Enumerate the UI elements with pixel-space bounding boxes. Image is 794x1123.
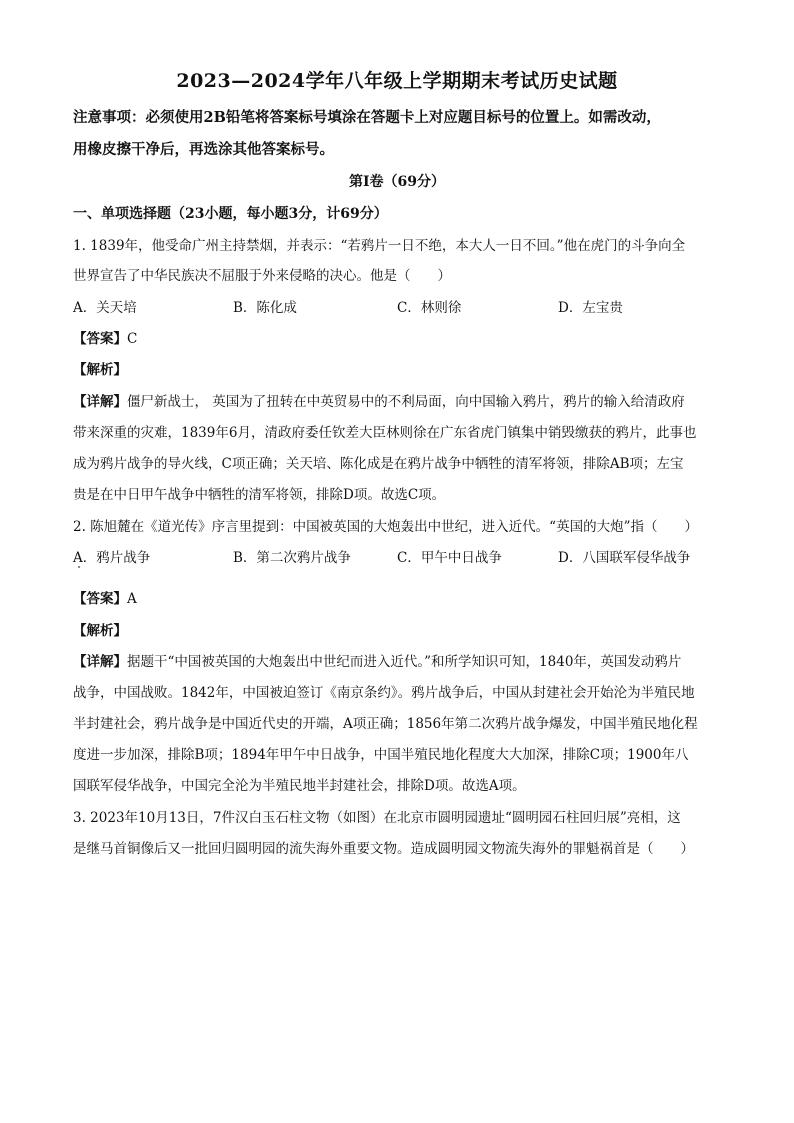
answer-label: 【答案】 bbox=[73, 591, 127, 607]
stray-dot bbox=[78, 566, 80, 568]
answer-value: A bbox=[127, 591, 137, 607]
question-1-stem-line-2: 世界宣告了中华民族决不屈服于外来侵略的决心。他是（ ） bbox=[73, 268, 451, 284]
question-2-option-a: A．鸦片战争 bbox=[73, 550, 151, 566]
question-1-option-c: C．林则徐 bbox=[397, 300, 462, 316]
question-1-detail-line-1 bbox=[73, 390, 685, 410]
question-3-stem-line-2: 是继马首铜像后又一批回归圆明园的流失海外重要文物。造成圆明园文物流失海外的罪魁祸首是（ ） bbox=[73, 841, 694, 857]
question-1-stem-line-1: 1. 1839年，他受命广州主持禁烟，并表示：“若鸦片一日不绝，本大人一日不回。”他在虎门的斗争向全 bbox=[73, 238, 686, 254]
question-1-option-d: D．左宝贵 bbox=[558, 300, 623, 316]
part-heading: 一、单项选择题（23小题，每小题3分，计69分） bbox=[73, 206, 388, 222]
analysis-label: 【解析】 bbox=[73, 623, 127, 639]
detail-label: 【详解】 bbox=[73, 394, 127, 410]
question-1-analysis-label bbox=[73, 358, 127, 378]
answer-label: 【答案】 bbox=[73, 331, 127, 347]
question-1-detail-line-3: 成为鸦片战争的导火线，C项正确；关天培、陈化成是在鸦片战争中牺牲的清军将领，排除AB项；左宝 bbox=[73, 456, 684, 472]
notice-line-1: 注意事项：必须使用2B铅笔将答案标号填涂在答题卡上对应题目标号的位置上。如需改动， bbox=[73, 109, 661, 126]
question-1-option-b: B．陈化成 bbox=[233, 300, 297, 316]
detail-text: 僵尸新战士， 英国为了扭转在中英贸易中的不利局面，向中国输入鸦片，鸦片的输入给清政府 bbox=[127, 394, 685, 410]
question-2-option-d: D．八国联军侵华战争 bbox=[558, 550, 691, 566]
question-2-detail-line-5: 国联军侵华战争，中国完全沦为半殖民地半封建社会，排除D项。故选A项。 bbox=[73, 778, 526, 794]
question-2-answer bbox=[73, 587, 137, 607]
question-1-answer bbox=[73, 327, 137, 347]
question-1-detail-line-2: 带来深重的灾难，1839年6月，清政府委任钦差大臣林则徐在广东省虎门镇集中销毁缴获的鸦片，此事也 bbox=[73, 425, 697, 441]
question-2-detail-line-4: 度进一步加深，排除B项；1894年甲午中日战争，中国半殖民地化程度大大加深，排除C项；1900年八 bbox=[73, 747, 689, 763]
question-1-detail-line-4: 贵是在中日甲午战争中牺牲的清军将领，排除D项。故选C项。 bbox=[73, 487, 446, 503]
section-title: 第Ⅰ卷（69分） bbox=[348, 174, 446, 190]
question-2-analysis-label bbox=[73, 619, 127, 639]
question-2-detail-line-1 bbox=[73, 650, 681, 670]
exam-title: 2023—2024学年八年级上学期期末考试历史试题 bbox=[176, 70, 618, 92]
question-2-stem-line-1: 2. 陈旭麓在《道光传》序言里提到：中国被英国的大炮轰出中世纪，进入近代。“英国的大炮”指（ ） bbox=[73, 519, 698, 535]
question-2-option-c: C．甲午中日战争 bbox=[397, 550, 502, 566]
question-2-option-b: B．第二次鸦片战争 bbox=[233, 550, 351, 566]
question-3-stem-line-1: 3. 2023年10月13日，7件汉白玉石柱文物（如图）在北京市圆明园遗址“圆明园石柱回归展”亮相，这 bbox=[73, 810, 681, 826]
detail-label: 【详解】 bbox=[73, 654, 127, 670]
question-2-detail-line-3: 半封建社会，鸦片战争是中国近代史的开端，A项正确；1856年第二次鸦片战争爆发，中国半殖民地化程 bbox=[73, 716, 698, 732]
question-1-option-a: A．关天培 bbox=[73, 300, 137, 316]
answer-value: C bbox=[127, 331, 138, 347]
analysis-label: 【解析】 bbox=[73, 362, 127, 378]
detail-text: 据题干“中国被英国的大炮轰出中世纪而进入近代。”和所学知识可知，1840年，英国发动鸦片 bbox=[127, 654, 682, 670]
notice-line-2: 用橡皮擦干净后，再选涂其他答案标号。 bbox=[73, 141, 334, 158]
question-2-detail-line-2: 战争，中国战败。1842年，中国被迫签订《南京条约》。鸦片战争后，中国从封建社会开始沦为半殖民地 bbox=[73, 685, 695, 701]
